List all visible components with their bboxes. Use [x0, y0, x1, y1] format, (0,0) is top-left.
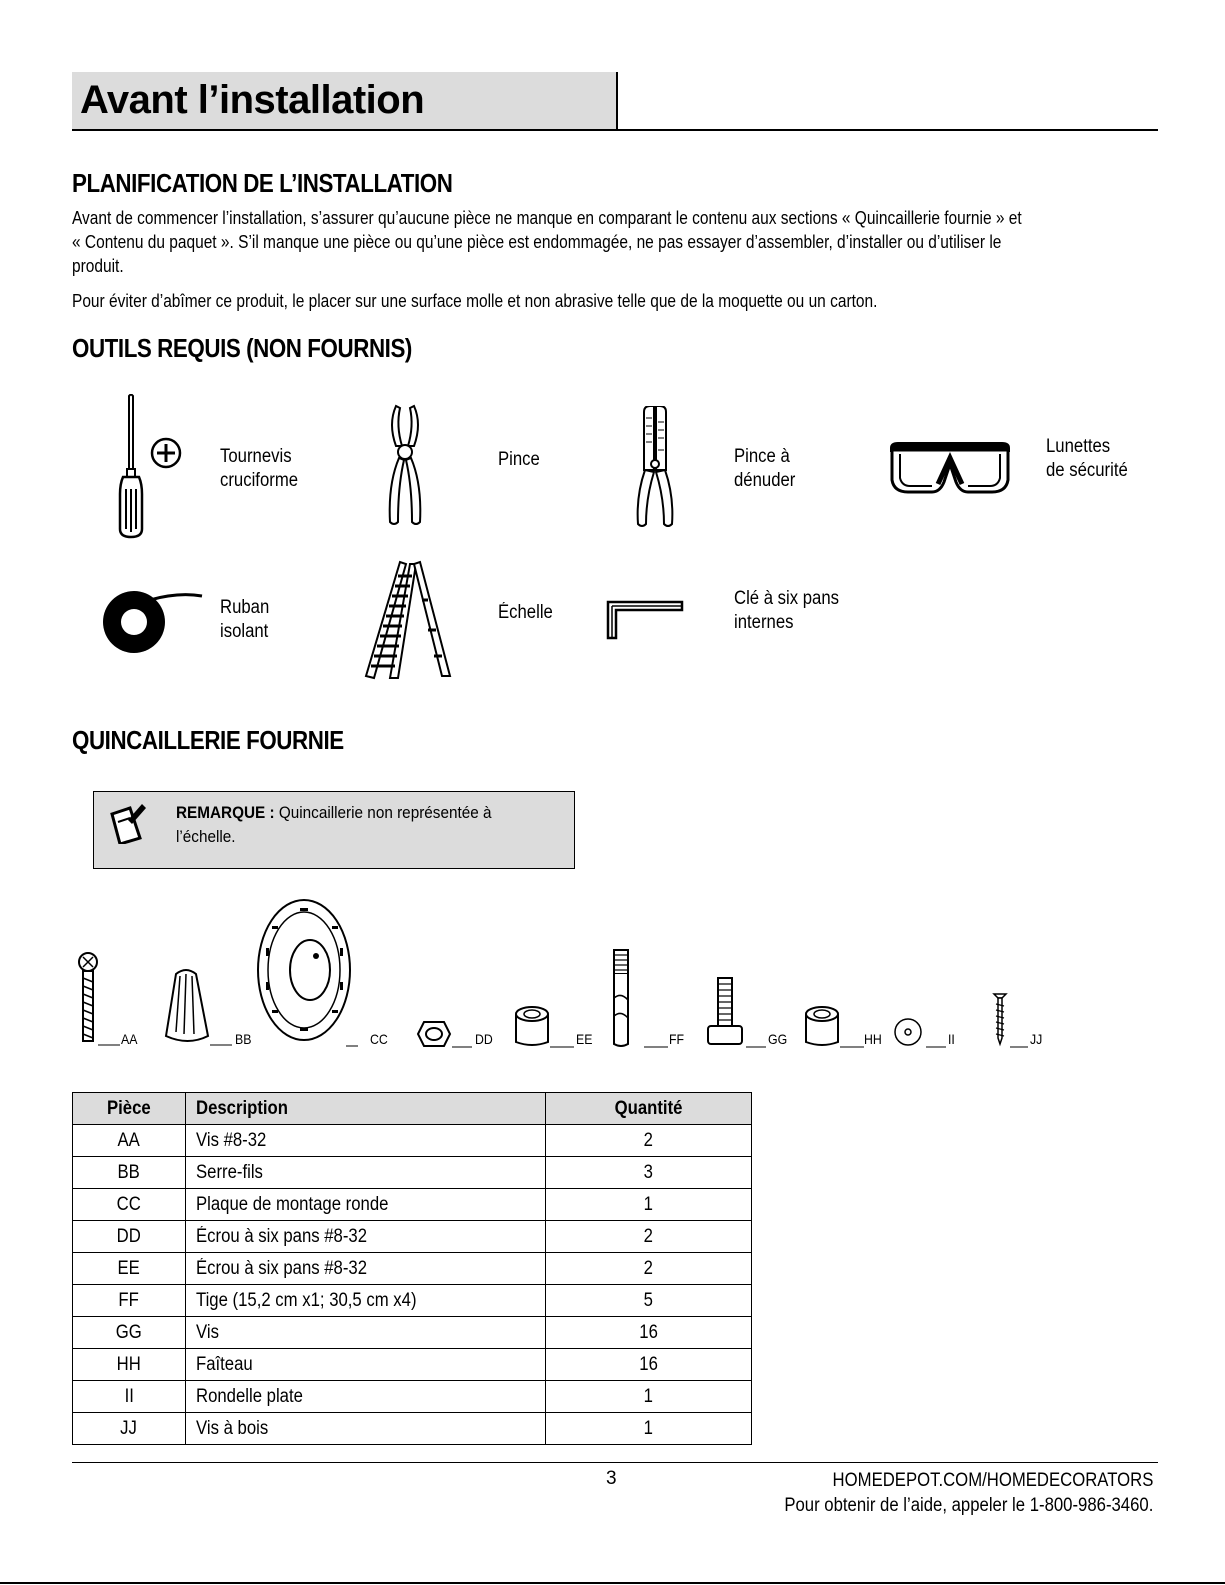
note-label: REMARQUE :	[176, 803, 275, 822]
table-row	[73, 1317, 752, 1349]
hardware-label-hh: HH	[864, 1031, 882, 1047]
safety-glasses-icon	[888, 440, 1012, 496]
table-row	[73, 1253, 752, 1285]
planning-paragraph-1-line: produit.	[72, 256, 124, 276]
part-cell	[73, 1125, 186, 1157]
planning-paragraph-2	[72, 289, 1152, 313]
part-cell	[73, 1317, 186, 1349]
part-cell	[73, 1349, 186, 1381]
tool-label-line: Ruban	[220, 597, 270, 618]
quantity-text: 1	[644, 1417, 654, 1439]
description-text: Faîteau	[195, 1353, 253, 1375]
part-text: JJ	[120, 1417, 138, 1439]
description-cell	[185, 1221, 546, 1253]
quantity-text: 3	[644, 1161, 654, 1183]
part-text: EE	[117, 1257, 141, 1279]
quantity-cell	[546, 1381, 752, 1413]
tool-label-ladder	[498, 601, 553, 625]
tool-label-hex-key	[734, 587, 839, 635]
parts-table-body	[73, 1125, 752, 1445]
quantity-cell	[546, 1253, 752, 1285]
note-line-1	[176, 801, 527, 825]
tool-label-line: dénuder	[734, 470, 796, 491]
col-header-description-text: Description	[195, 1097, 288, 1119]
description-cell	[185, 1317, 546, 1349]
note-text	[176, 801, 566, 849]
description-text: Rondelle plate	[195, 1385, 303, 1407]
hardware-label-bb: BB	[235, 1031, 252, 1047]
description-cell	[185, 1349, 546, 1381]
ladder-icon	[364, 560, 452, 682]
page-number: 3	[606, 1468, 617, 1489]
tool-label-line: cruciforme	[220, 470, 299, 491]
tool-label-pliers	[498, 448, 540, 472]
hardware-gg-screw-icon	[706, 976, 776, 1048]
part-cell	[73, 1381, 186, 1413]
hex-key-icon	[606, 600, 686, 640]
tool-label-line: isolant	[220, 621, 269, 642]
quantity-cell	[546, 1189, 752, 1221]
quantity-cell	[546, 1285, 752, 1317]
note-pad-icon	[108, 800, 148, 844]
hardware-dd-hex-nut-icon	[414, 1020, 474, 1048]
part-text: CC	[116, 1193, 141, 1215]
table-row	[73, 1221, 752, 1253]
part-text: BB	[117, 1161, 141, 1183]
quantity-cell	[546, 1413, 752, 1445]
tool-label-wire-stripper	[734, 445, 795, 493]
description-text: Vis #8-32	[195, 1129, 267, 1151]
table-row	[73, 1349, 752, 1381]
part-cell	[73, 1221, 186, 1253]
part-text: II	[124, 1385, 134, 1407]
hardware-label-cc: CC	[370, 1031, 388, 1047]
quantity-cell	[546, 1317, 752, 1349]
tool-label-line: Tournevis	[220, 446, 292, 467]
quantity-text: 2	[644, 1225, 654, 1247]
description-cell	[185, 1285, 546, 1317]
description-cell	[185, 1157, 546, 1189]
hardware-heading: QUINCAILLERIE FOURNIE	[72, 725, 344, 755]
description-cell	[185, 1125, 546, 1157]
footer-help-phone: Pour obtenir de l’aide, appeler le 1-800-986-3460.	[783, 1495, 1153, 1516]
quantity-text: 16	[639, 1353, 659, 1375]
description-text: Tige (15,2 cm x1; 30,5 cm x4)	[195, 1289, 417, 1311]
tool-label-line: internes	[734, 612, 794, 633]
hardware-ff-rod-icon	[612, 948, 676, 1048]
quantity-cell	[546, 1349, 752, 1381]
table-row	[73, 1285, 752, 1317]
description-cell	[185, 1189, 546, 1221]
hardware-label-gg: GG	[768, 1031, 788, 1047]
quantity-cell	[546, 1221, 752, 1253]
quantity-text: 2	[644, 1129, 654, 1151]
planning-paragraph-2-line: Pour éviter d’abîmer ce produit, le placer sur une surface molle et non abrasive telle que de la moquette ou un carton.	[72, 291, 878, 311]
table-row	[73, 1157, 752, 1189]
tool-label-safety-glasses	[1046, 435, 1128, 483]
description-text: Vis	[195, 1321, 219, 1343]
hardware-ii-washer-icon	[894, 1018, 954, 1048]
footer-contact	[734, 1468, 1153, 1518]
description-text: Vis à bois	[195, 1417, 268, 1439]
tool-label-line: Lunettes	[1046, 436, 1111, 457]
hardware-hh-finial-icon	[804, 1004, 870, 1048]
footer-website: HOMEDEPOT.COM/HOMEDECORATORS	[832, 1470, 1153, 1491]
part-cell	[73, 1157, 186, 1189]
quantity-text: 1	[644, 1193, 654, 1215]
col-header-part-text: Pièce	[107, 1097, 151, 1119]
hardware-label-jj: JJ	[1030, 1031, 1043, 1047]
planning-paragraph-1-line: « Contenu du paquet ». S’il manque une pièce ou qu’une pièce est endommagée, ne pas essayer d’assembler, d’installer ou d’utiliser le	[72, 232, 1002, 252]
tool-label-electrical-tape	[220, 596, 269, 644]
quantity-cell	[546, 1125, 752, 1157]
table-row	[73, 1189, 752, 1221]
tool-label-screwdriver	[220, 445, 298, 493]
page-title: Avant l’installation	[80, 78, 425, 122]
tool-label-line: Pince à	[734, 446, 790, 467]
description-cell	[185, 1413, 546, 1445]
description-text: Écrou à six pans #8-32	[195, 1257, 367, 1279]
table-row	[73, 1413, 752, 1445]
planning-paragraph-1	[72, 206, 1152, 278]
part-text: AA	[117, 1129, 141, 1151]
hardware-label-aa: AA	[121, 1031, 138, 1047]
col-header-part	[73, 1093, 186, 1125]
hardware-label-dd: DD	[475, 1031, 493, 1047]
table-row	[73, 1125, 752, 1157]
part-cell	[73, 1253, 186, 1285]
col-header-quantity	[546, 1093, 752, 1125]
hardware-ee-nut-icon	[514, 1004, 580, 1048]
parts-table	[72, 1092, 752, 1445]
screwdriver-icon	[108, 394, 186, 544]
description-text: Écrou à six pans #8-32	[195, 1225, 367, 1247]
hardware-label-ee: EE	[576, 1031, 593, 1047]
part-cell	[73, 1413, 186, 1445]
col-header-quantity-text: Quantité	[614, 1097, 683, 1119]
description-text: Serre-fils	[195, 1161, 263, 1183]
hardware-cc-mounting-plate-icon	[252, 898, 358, 1048]
note-line-2: l’échelle.	[176, 827, 236, 846]
tool-label-line: Clé à six pans	[734, 588, 840, 609]
part-text: HH	[116, 1353, 141, 1375]
part-cell	[73, 1189, 186, 1221]
quantity-cell	[546, 1157, 752, 1189]
title-rule	[72, 129, 1158, 131]
description-cell	[185, 1381, 546, 1413]
part-text: FF	[118, 1289, 140, 1311]
bottom-rule	[0, 1582, 1225, 1584]
part-text: DD	[116, 1225, 141, 1247]
tool-label-line: Pince	[498, 449, 540, 470]
note-body-1: Quincaillerie non représentée à	[278, 803, 492, 822]
footer-rule	[72, 1462, 1158, 1463]
description-text: Plaque de montage ronde	[195, 1193, 389, 1215]
planning-heading: PLANIFICATION DE L’INSTALLATION	[72, 168, 453, 198]
quantity-text: 16	[639, 1321, 659, 1343]
note-box	[93, 791, 575, 869]
description-cell	[185, 1253, 546, 1285]
tools-heading: OUTILS REQUIS (NON FOURNIS)	[72, 333, 412, 363]
pliers-icon	[382, 404, 430, 528]
electrical-tape-icon	[98, 586, 208, 658]
title-bar	[72, 72, 618, 130]
tool-label-line: de sécurité	[1046, 460, 1128, 481]
quantity-text: 5	[644, 1289, 654, 1311]
tool-label-line: Échelle	[498, 602, 553, 623]
hardware-bb-wire-nut-icon	[162, 966, 234, 1048]
hardware-label-ii: II	[948, 1031, 955, 1047]
col-header-description	[185, 1093, 546, 1125]
quantity-text: 2	[644, 1257, 654, 1279]
table-row	[73, 1381, 752, 1413]
table-header-row	[73, 1093, 752, 1125]
hardware-label-ff: FF	[669, 1031, 685, 1047]
quantity-text: 1	[644, 1385, 654, 1407]
wire-stripper-icon	[632, 406, 680, 528]
part-cell	[73, 1285, 186, 1317]
planning-paragraph-1-line: Avant de commencer l’installation, s’assurer qu’aucune pièce ne manque en comparant le contenu aux sections « Quincaillerie fournie » et	[72, 208, 1022, 228]
part-text: GG	[115, 1321, 142, 1343]
